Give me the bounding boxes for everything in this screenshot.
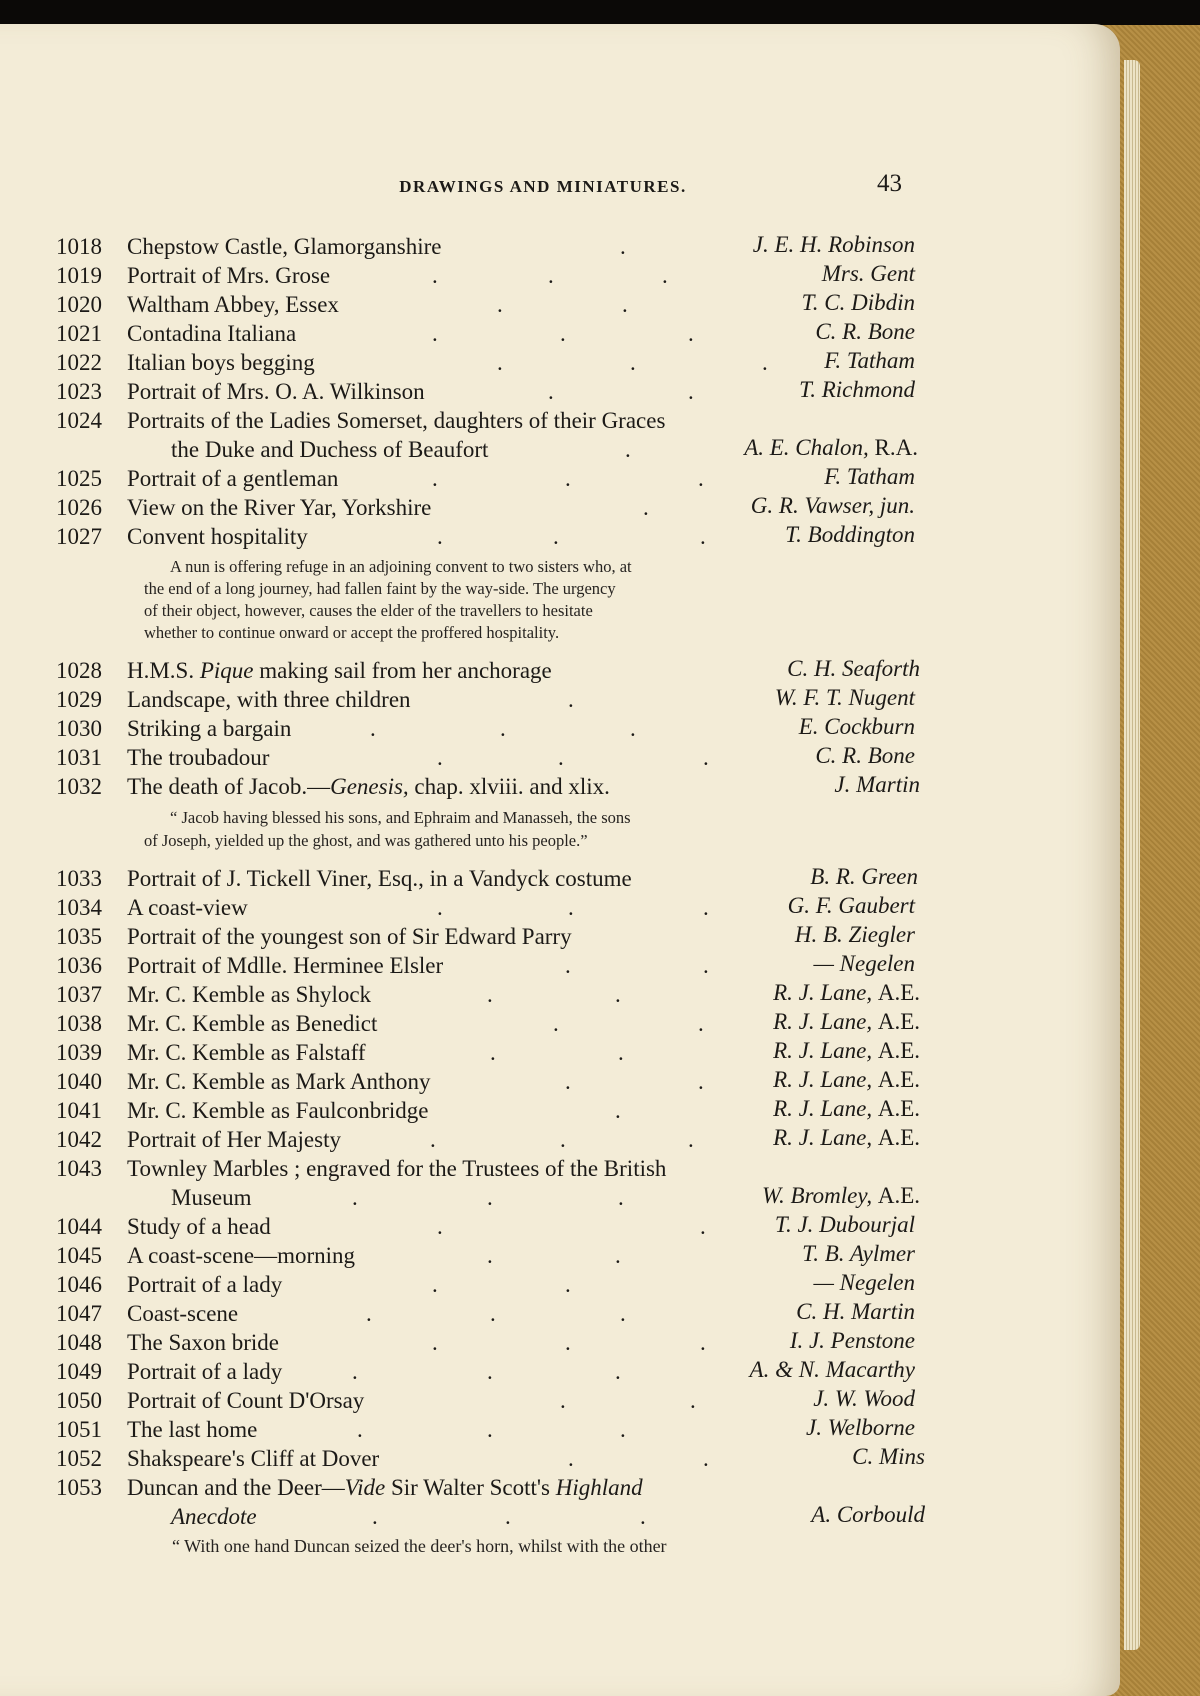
catalogue-entry: 1048 The Saxon bride . . . I. J. Penstone: [56, 1328, 915, 1355]
catalogue-entry: 1022 Italian boys begging . . . F. Tatham: [56, 348, 915, 375]
entry-title: Portrait of a lady: [127, 1359, 283, 1384]
entry-artist: F. Tatham: [824, 464, 915, 489]
catalogue-entry: 1026 View on the River Yar, Yorkshire . G. R. Vawser, jun.: [56, 493, 915, 520]
entry-artist: — Negelen: [813, 951, 915, 976]
entry-title: Portrait of the youngest son of Sir Edward Parry: [127, 924, 572, 949]
entry-artist: R. J. Lane, A.E.: [773, 1038, 920, 1063]
entry-number: 1044: [56, 1214, 102, 1239]
entry-artist: C. R. Bone: [815, 743, 915, 768]
entry-number: 1041: [56, 1098, 102, 1123]
entry-title: The death of Jacob.—Genesis, chap. xlviii. and xlix.: [127, 774, 610, 799]
entry-artist: C. H. Martin: [796, 1299, 915, 1324]
catalogue-entry: 1021 Contadina Italiana . . . C. R. Bone: [56, 319, 915, 346]
entry-number: 1020: [56, 292, 102, 317]
entry-artist: W. F. T. Nugent: [774, 685, 915, 710]
entry-number: 1045: [56, 1243, 102, 1268]
catalogue-entry: [0, 922, 1120, 952]
entry-title: Townley Marbles ; engraved for the Trustees of the British: [127, 1156, 667, 1181]
entry-title: H.M.S. Pique making sail from her anchorage: [127, 658, 552, 683]
entry-artist: J. Martin: [834, 772, 920, 797]
catalogue-entry-continuation: the Duke and Duchess of Beaufort . A. E. Chalon, R.A.: [171, 435, 918, 462]
entry-title: The last home: [127, 1417, 258, 1442]
entry-artist: R. J. Lane, A.E.: [773, 1067, 920, 1092]
entry-artist: F. Tatham: [824, 348, 915, 373]
entry-artist: Mrs. Gent: [821, 261, 915, 286]
entry-number: 1037: [56, 982, 102, 1007]
entry-artist: C. Mins: [852, 1444, 925, 1469]
entry-note-line: A nun is offering refuge in an adjoining convent to two sisters who, at: [170, 557, 632, 576]
entry-title: The Saxon bride: [127, 1330, 280, 1355]
entry-title: Chepstow Castle, Glamorganshire: [127, 234, 442, 259]
book-page: [0, 24, 1120, 1696]
catalogue-entry: [0, 1473, 1120, 1503]
entry-number: 1035: [56, 924, 102, 949]
entry-title: Mr. C. Kemble as Benedict: [127, 1011, 378, 1036]
entry-artist: T. C. Dibdin: [801, 290, 915, 315]
entry-title: Landscape, with three children: [127, 687, 411, 712]
catalogue-entry: 1042 Portrait of Her Majesty . . . R. J. Lane, A.E.: [56, 1125, 920, 1152]
entry-title-continued: Anecdote: [171, 1504, 257, 1529]
entry-number: 1038: [56, 1011, 102, 1036]
entry-number: 1051: [56, 1417, 102, 1442]
entry-number: 1021: [56, 321, 102, 346]
entry-title: View on the River Yar, Yorkshire: [127, 495, 432, 520]
catalogue-entry: 1020 Waltham Abbey, Essex . . T. C. Dibdin: [56, 290, 915, 317]
entry-number: 1042: [56, 1127, 102, 1152]
entry-number: 1032: [56, 774, 102, 799]
entry-title: Italian boys begging: [127, 350, 315, 375]
entry-number: 1047: [56, 1301, 102, 1326]
entry-note-line: whether to continue onward or accept the proffered hospitality.: [144, 623, 560, 642]
entry-artist: B. R. Green: [810, 864, 918, 889]
entry-number: 1031: [56, 745, 102, 770]
entry-number: 1030: [56, 716, 102, 741]
entry-number: 1023: [56, 379, 102, 404]
entry-number: 1028: [56, 658, 102, 683]
entry-number: 1036: [56, 953, 102, 978]
entry-artist: C. R. Bone: [815, 319, 915, 344]
entry-artist: I. J. Penstone: [789, 1328, 915, 1353]
entry-artist: T. B. Aylmer: [802, 1241, 915, 1266]
entry-title: Duncan and the Deer—Vide Sir Walter Scott's Highland: [127, 1475, 643, 1500]
entry-title: Study of a head: [127, 1214, 271, 1239]
entry-title: Portrait of Her Majesty: [127, 1127, 341, 1152]
entry-artist: T. Richmond: [799, 377, 915, 402]
catalogue-entry: 1041 Mr. C. Kemble as Faulconbridge . R. J. Lane, A.E.: [56, 1096, 920, 1123]
entry-artist: R. J. Lane, A.E.: [773, 980, 920, 1005]
entry-number: 1029: [56, 687, 102, 712]
catalogue-entry: 1051 The last home . . . J. Welborne: [56, 1415, 915, 1442]
entry-title: Contadina Italiana: [127, 321, 297, 346]
catalogue-entry: 1023 Portrait of Mrs. O. A. Wilkinson . . T. Richmond: [56, 377, 915, 404]
catalogue-entry: 1050 Portrait of Count D'Orsay . . J. W. Wood: [56, 1386, 915, 1413]
entry-artist: H. B. Ziegler: [794, 922, 915, 947]
entry-title: Shakspeare's Cliff at Dover: [127, 1446, 380, 1471]
entry-artist: E. Cockburn: [798, 714, 915, 739]
catalogue-entry: 1049 Portrait of a lady . . . A. & N. Macarthy: [56, 1357, 915, 1384]
running-header: DRAWINGS AND MINIATURES.: [399, 177, 687, 196]
entry-number: 1022: [56, 350, 102, 375]
entry-number: 1050: [56, 1388, 102, 1413]
catalogue-entry: [0, 1154, 1120, 1184]
entry-number: 1024: [56, 408, 102, 433]
catalogue-entry: 1040 Mr. C. Kemble as Mark Anthony . . R. J. Lane, A.E.: [56, 1067, 920, 1094]
catalogue-entry: 1038 Mr. C. Kemble as Benedict . . R. J. Lane, A.E.: [56, 1009, 920, 1036]
catalogue-entry: 1034 A coast-view . . . G. F. Gaubert: [56, 893, 915, 920]
catalogue-entry: [0, 656, 1120, 686]
entry-note-line: “ Jacob having blessed his sons, and Ephraim and Manasseh, the sons: [170, 808, 631, 827]
entry-number: 1018: [56, 234, 102, 259]
entry-title: Mr. C. Kemble as Faulconbridge: [127, 1098, 429, 1123]
catalogue-entry: 1030 Striking a bargain . . . E. Cockburn: [56, 714, 915, 741]
entry-artist: J. W. Wood: [813, 1386, 915, 1411]
catalogue-entry: 1045 A coast-scene—morning . . T. B. Aylmer: [56, 1241, 915, 1268]
entry-number: 1033: [56, 866, 102, 891]
catalogue-entry: 1029 Landscape, with three children . W. F. T. Nugent: [56, 685, 915, 712]
entry-number: 1048: [56, 1330, 102, 1355]
entry-artist: A. & N. Macarthy: [749, 1357, 915, 1382]
entry-note-line: the end of a long journey, had fallen faint by the way-side. The urgency: [144, 579, 616, 598]
entry-number: 1049: [56, 1359, 102, 1384]
entry-number: 1019: [56, 263, 102, 288]
entry-artist: T. Boddington: [785, 522, 915, 547]
entry-title: Portrait of Count D'Orsay: [127, 1388, 365, 1413]
entry-title: Portrait of a lady: [127, 1272, 283, 1297]
entry-number: 1034: [56, 895, 102, 920]
entry-number: 1052: [56, 1446, 102, 1471]
entry-title: Portraits of the Ladies Somerset, daughters of their Graces: [127, 408, 666, 433]
entry-number: 1053: [56, 1475, 102, 1500]
entry-title-continued: Museum: [171, 1185, 252, 1210]
entry-artist: R. J. Lane, A.E.: [773, 1096, 920, 1121]
entry-title: Convent hospitality: [127, 524, 308, 549]
entry-title-continued: the Duke and Duchess of Beaufort: [171, 437, 489, 462]
entry-note-line: of Joseph, yielded up the ghost, and was gathered unto his people.”: [144, 831, 588, 850]
entry-artist: R. J. Lane, A.E.: [773, 1125, 920, 1150]
entry-title: The troubadour: [127, 745, 270, 770]
entry-note-line: of their object, however, causes the elder of the travellers to hesitate: [144, 601, 593, 620]
catalogue-entry-continuation: Anecdote . . . A. Corbould: [171, 1502, 925, 1529]
entry-number: 1027: [56, 524, 102, 549]
entry-title: A coast-scene—morning: [127, 1243, 356, 1268]
entry-title: A coast-view: [127, 895, 248, 920]
catalogue-entry: [0, 772, 1120, 802]
entry-title: Portrait of Mrs. Grose: [127, 263, 331, 288]
catalogue-entry: 1052 Shakspeare's Cliff at Dover . . C. Mins: [56, 1444, 925, 1471]
page-edges: [1124, 60, 1140, 1650]
catalogue-entry: 1031 The troubadour . . . C. R. Bone: [56, 743, 915, 770]
catalogue-entry: 1046 Portrait of a lady . . — Negelen: [56, 1270, 915, 1297]
entry-artist: J. Welborne: [805, 1415, 915, 1440]
entry-number: 1046: [56, 1272, 102, 1297]
entry-title: Mr. C. Kemble as Falstaff: [127, 1040, 366, 1065]
catalogue-entry: 1044 Study of a head . . T. J. Dubourjal: [56, 1212, 915, 1239]
entry-artist: G. F. Gaubert: [787, 893, 915, 918]
entry-title: Mr. C. Kemble as Mark Anthony: [127, 1069, 431, 1094]
catalogue-entry: 1036 Portrait of Mdlle. Herminee Elsler . . — Negelen: [56, 951, 915, 978]
entry-number: 1025: [56, 466, 102, 491]
entry-artist: — Negelen: [813, 1270, 915, 1295]
entry-artist: A. Corbould: [811, 1502, 925, 1527]
catalogue-entry: 1047 Coast-scene . . . C. H. Martin: [56, 1299, 915, 1326]
catalogue-entry: 1037 Mr. C. Kemble as Shylock . . R. J. Lane, A.E.: [56, 980, 920, 1007]
catalogue-entry: 1025 Portrait of a gentleman . . . F. Tatham: [56, 464, 915, 491]
entry-note-line: “ With one hand Duncan seized the deer's horn, whilst with the other: [172, 1536, 667, 1556]
catalogue-entry: 1039 Mr. C. Kemble as Falstaff . . R. J. Lane, A.E.: [56, 1038, 920, 1065]
catalogue-entry: [0, 406, 1120, 436]
entry-artist: C. H. Seaforth: [787, 656, 920, 681]
catalogue-entry: 1019 Portrait of Mrs. Grose . . . Mrs. Gent: [56, 261, 915, 288]
catalogue-entry: 1027 Convent hospitality . . . T. Boddington: [56, 522, 915, 549]
entry-title: Mr. C. Kemble as Shylock: [127, 982, 372, 1007]
entry-title: Portrait of Mdlle. Herminee Elsler: [127, 953, 444, 978]
entry-title: Portrait of a gentleman: [127, 466, 339, 491]
catalogue-entry-continuation: Museum . . . W. Bromley, A.E.: [171, 1183, 920, 1210]
entry-number: 1040: [56, 1069, 102, 1094]
entry-number: 1043: [56, 1156, 102, 1181]
entry-title: Waltham Abbey, Essex: [127, 292, 339, 317]
entry-title: Striking a bargain: [127, 716, 292, 741]
catalogue-entry: 1018 Chepstow Castle, Glamorganshire . J. E. H. Robinson: [56, 232, 915, 259]
entry-artist: T. J. Dubourjal: [774, 1212, 915, 1237]
entry-artist: A. E. Chalon, R.A.: [744, 435, 918, 460]
entry-number: 1039: [56, 1040, 102, 1065]
entry-artist: R. J. Lane, A.E.: [773, 1009, 920, 1034]
entry-title: Portrait of J. Tickell Viner, Esq., in a Vandyck costume: [127, 866, 632, 891]
catalogue-entry: [0, 864, 1120, 894]
entry-title: Portrait of Mrs. O. A. Wilkinson: [127, 379, 425, 404]
entry-artist: J. E. H. Robinson: [752, 232, 915, 257]
entry-artist: W. Bromley, A.E.: [761, 1183, 920, 1208]
entry-number: 1026: [56, 495, 102, 520]
entry-title: Coast-scene: [127, 1301, 239, 1326]
page-number: 43: [877, 170, 902, 197]
entry-artist: G. R. Vawser, jun.: [750, 493, 915, 518]
